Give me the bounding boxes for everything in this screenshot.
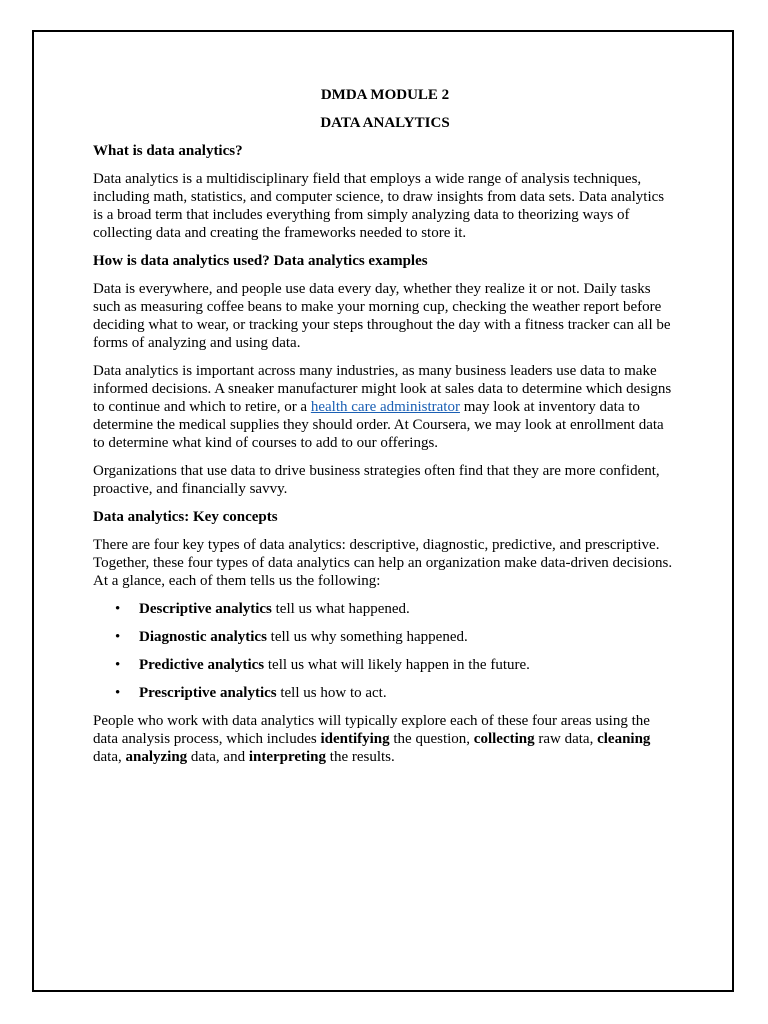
paragraph-everyday-data: Data is everywhere, and people use data every day, whether they realize it or not. Daily tasks such as measuring coffee beans to make your morning cup, checking the weather report before deciding what to wear, or tracking your steps throughout the day with a fitness tracker can all be forms of analyzing and using data. bbox=[93, 281, 671, 351]
paragraph-industries-text-start: Data analytics is important across many industries, as many business leaders use data to make informed decisions. A sneaker manufacturer might look at sales data to determine which designs to continue and which to retire, or a bbox=[93, 363, 672, 415]
analytics-types-list bbox=[93, 600, 677, 702]
list-item bbox=[115, 684, 677, 702]
bullet-icon: • bbox=[115, 657, 121, 673]
closing-text-2: the question, bbox=[389, 731, 474, 747]
closing-text-3: raw data, bbox=[534, 731, 598, 747]
paragraph-four-types: There are four key types of data analytics: descriptive, diagnostic, predictive, and prescriptive. Together, these four types of data analytics can help an organization make data-driven decisions. At a glance, each of them tells us the following: bbox=[93, 537, 673, 589]
paragraph-industries-text-end: may look at inventory data to determine the medical supplies they should order. At Coursera, we may look at enrollment data to determine what kind of courses to add to our offerings. bbox=[93, 399, 664, 451]
closing-bold-cleaning: cleaning bbox=[597, 731, 651, 747]
closing-text-5: data, and bbox=[187, 749, 249, 765]
heading-data-analytics-examples: How is data analytics used? Data analytics examples bbox=[93, 253, 428, 269]
list-item bbox=[115, 628, 677, 646]
list-item-text: tell us why something happened. bbox=[266, 629, 468, 645]
closing-text-6: the results. bbox=[326, 749, 395, 765]
document-title-module: DMDA MODULE 2 bbox=[320, 87, 450, 103]
list-item-text: tell us how to act. bbox=[276, 685, 387, 701]
document-title-topic: DATA ANALYTICS bbox=[320, 115, 450, 131]
list-item bbox=[115, 656, 677, 674]
paragraph-organizations: Organizations that use data to drive business strategies often find that they are more confident, proactive, and financially savvy. bbox=[93, 463, 660, 497]
heading-what-is-data-analytics: What is data analytics? bbox=[93, 143, 243, 159]
closing-text-1: People who work with data analytics will typically explore each of these four areas using the data analysis process, which includes bbox=[93, 713, 650, 747]
bullet-icon: • bbox=[115, 601, 121, 617]
paragraph-analysis-process bbox=[93, 712, 677, 766]
closing-bold-collecting: collecting bbox=[473, 731, 535, 747]
list-item-term: Prescriptive analytics bbox=[139, 685, 277, 701]
list-item-term: Descriptive analytics bbox=[139, 601, 272, 617]
list-item-term: Diagnostic analytics bbox=[139, 629, 267, 645]
bullet-icon: • bbox=[115, 629, 121, 645]
list-item-term: Predictive analytics bbox=[139, 657, 265, 673]
list-item-text: tell us what will likely happen in the future. bbox=[264, 657, 530, 673]
bullet-icon: • bbox=[115, 685, 121, 701]
document-body bbox=[93, 86, 677, 776]
closing-bold-analyzing: analyzing bbox=[125, 749, 188, 765]
heading-key-concepts: Data analytics: Key concepts bbox=[93, 509, 278, 525]
closing-text-4: data, bbox=[93, 749, 126, 765]
health-care-administrator-link[interactable]: health care administrator bbox=[310, 399, 460, 415]
paragraph-definition: Data analytics is a multidisciplinary field that employs a wide range of analysis techniques, including math, statistics, and computer science, to draw insights from data sets. Data analytics is a broad term that includes everything from simply analyzing data to theorizing ways of collecting data and creating the frameworks needed to store it. bbox=[93, 171, 665, 241]
list-item bbox=[115, 600, 677, 618]
closing-bold-interpreting: interpreting bbox=[248, 749, 327, 765]
list-item-text: tell us what happened. bbox=[271, 601, 410, 617]
closing-bold-identifying: identifying bbox=[320, 731, 390, 747]
paragraph-industries bbox=[93, 362, 677, 452]
